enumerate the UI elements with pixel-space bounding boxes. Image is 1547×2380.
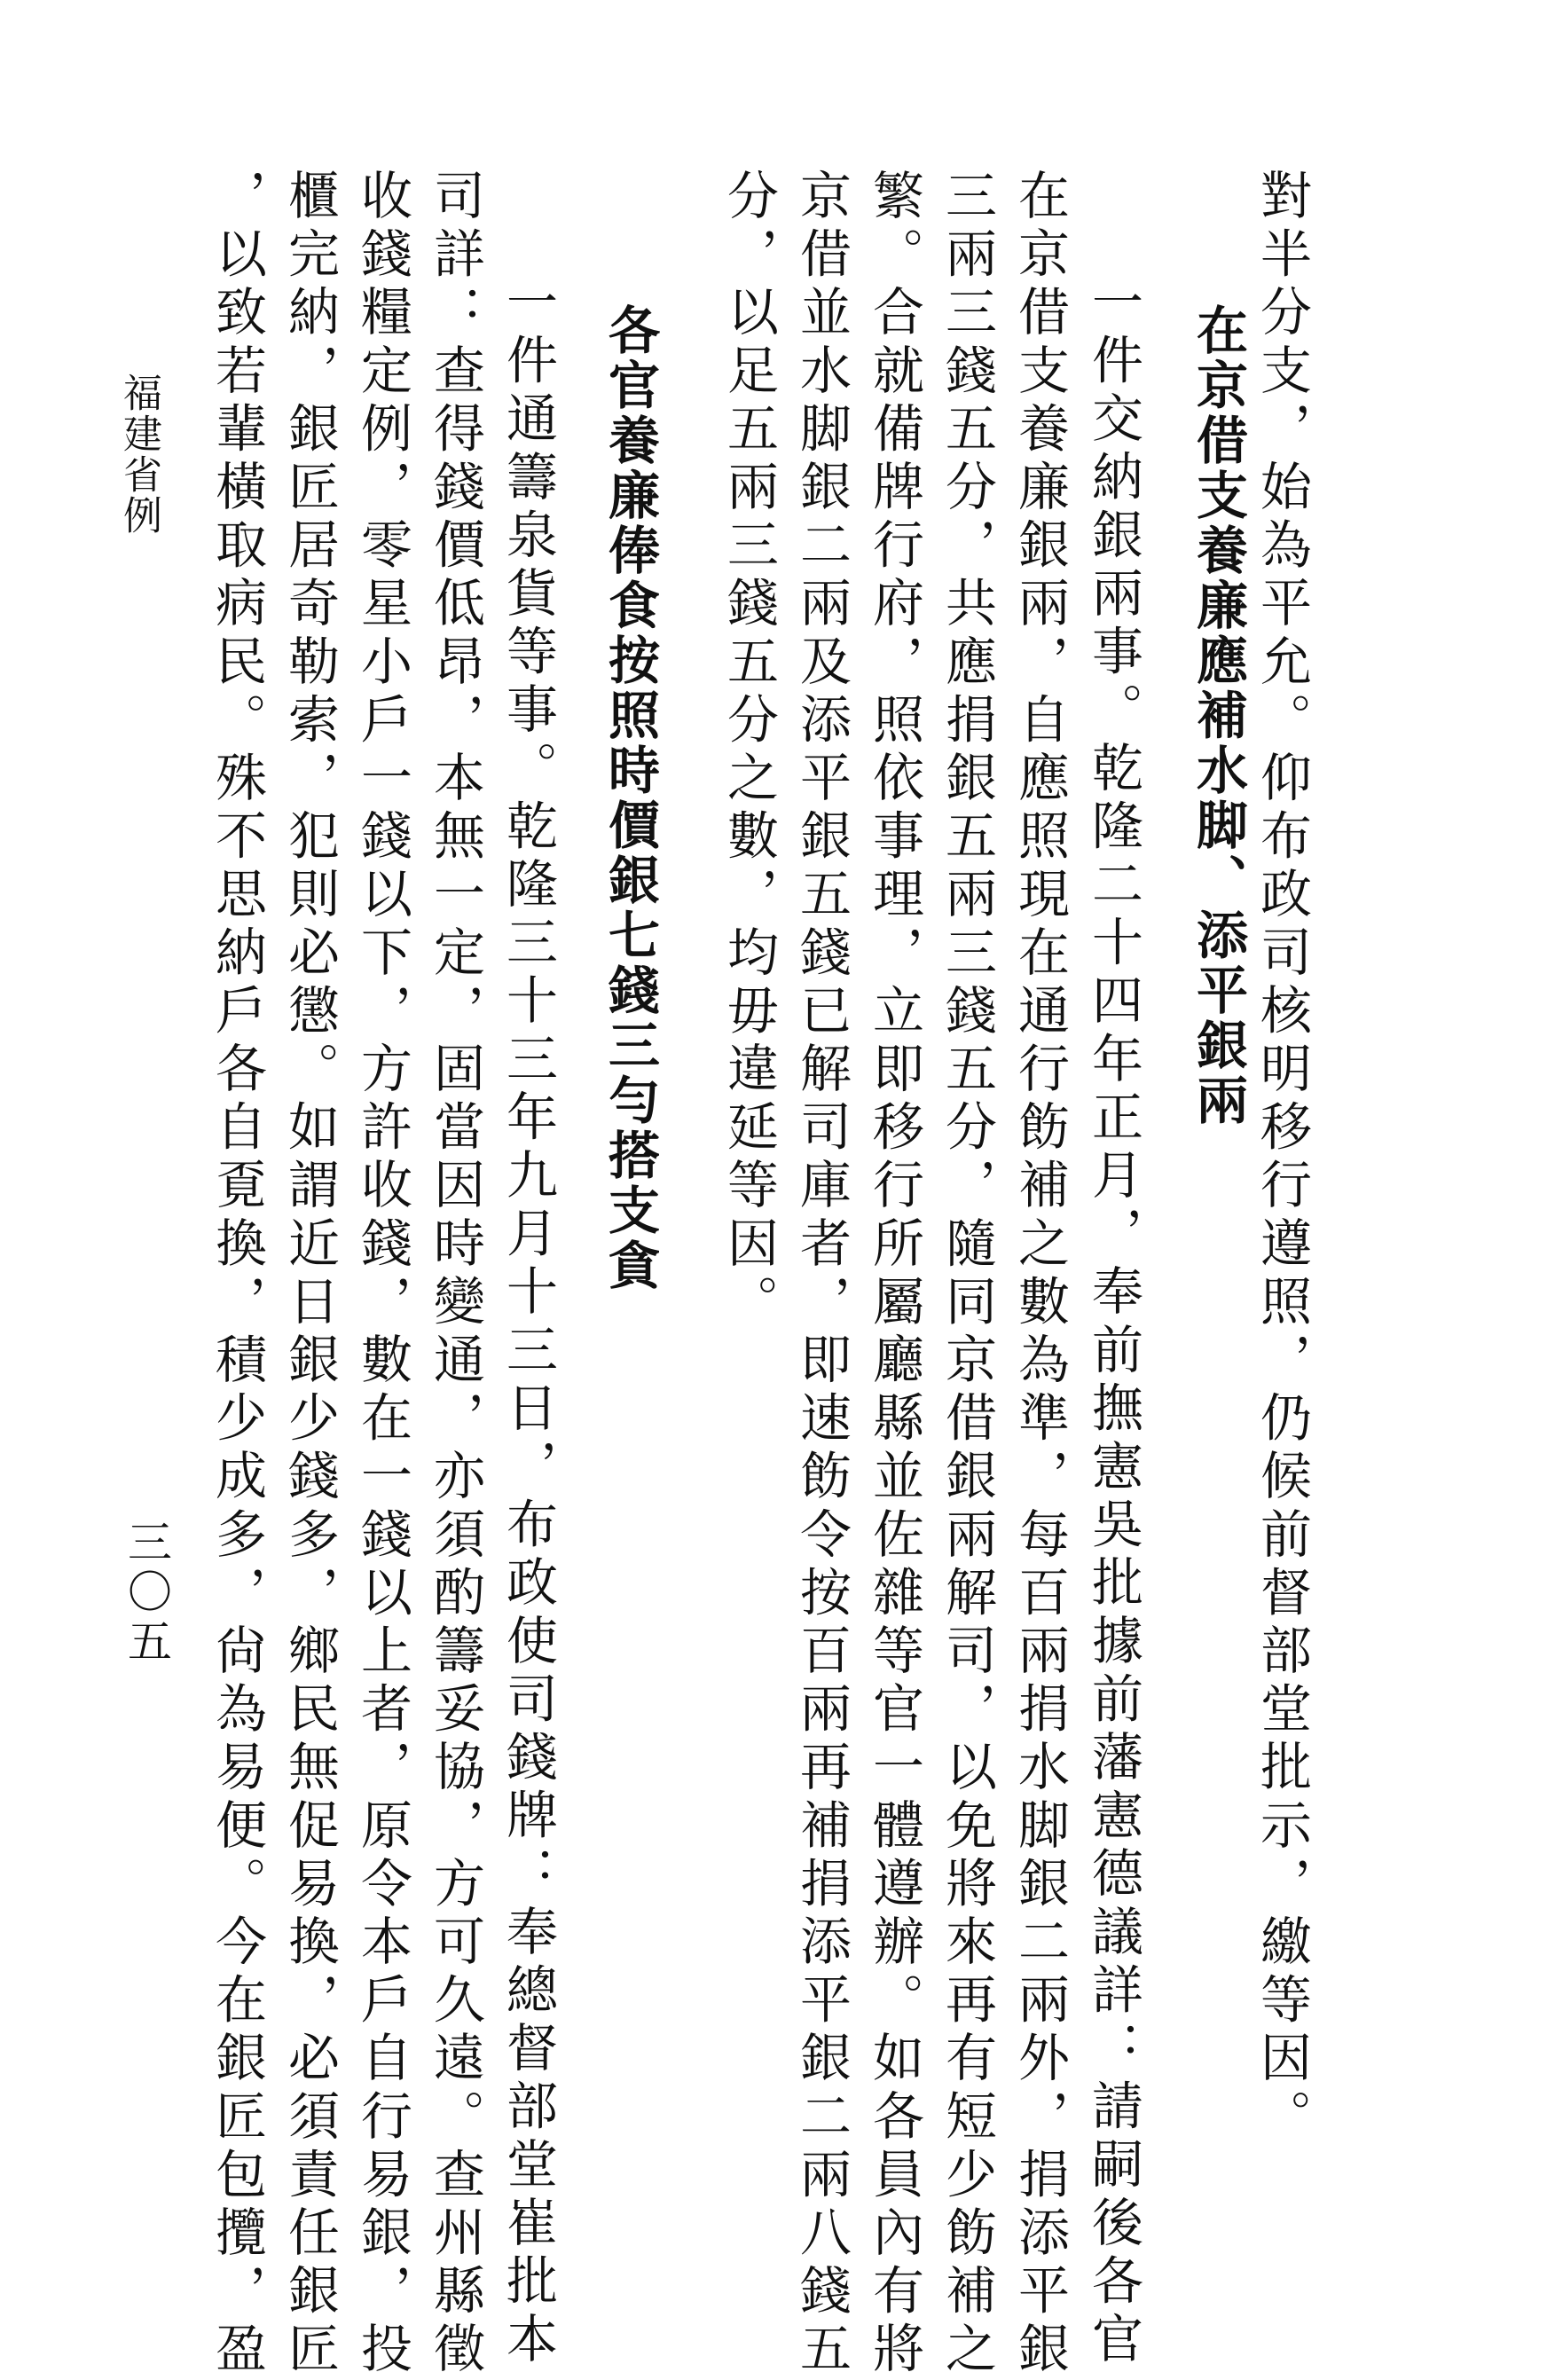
text-column-8: 分，以足五兩三錢五分之數，均毋違延等因。 bbox=[719, 169, 779, 1332]
text-column-5: 三兩三錢五分，共應捐銀五兩三錢五分，隨同京借銀兩解司，以免將來再有短少飭補之 bbox=[937, 169, 997, 2380]
text-column-14: ，以致若輩橫取病民。殊不思納戶各自覔換，積少成多，尙為易便。今在銀匠包攬，盈 bbox=[207, 169, 267, 2380]
text-column-12: 收錢糧定例，零星小戶一錢以下，方許收錢，數在一錢以上者，原令本戶自行易銀，投 bbox=[352, 169, 412, 2380]
section-heading-1: 在京借支養廉應補水脚、添平銀兩 bbox=[1188, 303, 1248, 1128]
section-heading-2: 各官養廉俸食按照時價銀七錢三勻搭支貪 bbox=[600, 303, 660, 1293]
page-number: 三〇五 bbox=[121, 1519, 172, 1668]
text-column-13: 櫃完納，銀匠居奇勒索，犯則必懲。如謂近日銀少錢多，鄉民無促易換，必須責任銀匠 bbox=[279, 169, 340, 2380]
text-column-7: 京借並水脚銀二兩及添平銀五錢已解司庫者，即速飭令按百兩再補捐添平銀二兩八錢五 bbox=[791, 169, 852, 2380]
text-column-1: 對半分支，始為平允。仰布政司核明移行遵照，仍候前督部堂批示，繳等因。 bbox=[1252, 169, 1312, 2148]
text-column-10: 一件通籌泉貨等事。乾隆三十三年九月十三日，布政使司錢牌：奉總督部堂崔批本 bbox=[498, 275, 558, 2370]
book-title: 福建省例 bbox=[116, 373, 161, 536]
text-column-4: 在京借支養廉銀兩，自應照現在通行飭補之數為準，每百兩捐水脚銀二兩外，捐添平銀 bbox=[1009, 169, 1070, 2380]
text-column-3: 一件交納銀兩事。乾隆二十四年正月，奉前撫憲吳批據前藩憲德議詳：請嗣後各官 bbox=[1083, 275, 1143, 2370]
text-column-6: 繁。合就備牌行府，照依事理，立即移行所屬廳縣並佐雜等官一體遵辦。如各員內有將 bbox=[864, 169, 924, 2380]
text-column-11: 司詳：查得錢價低昂，本無一定，固當因時變通，亦須酌籌妥協，方可久遠。查州縣徵 bbox=[425, 169, 485, 2380]
